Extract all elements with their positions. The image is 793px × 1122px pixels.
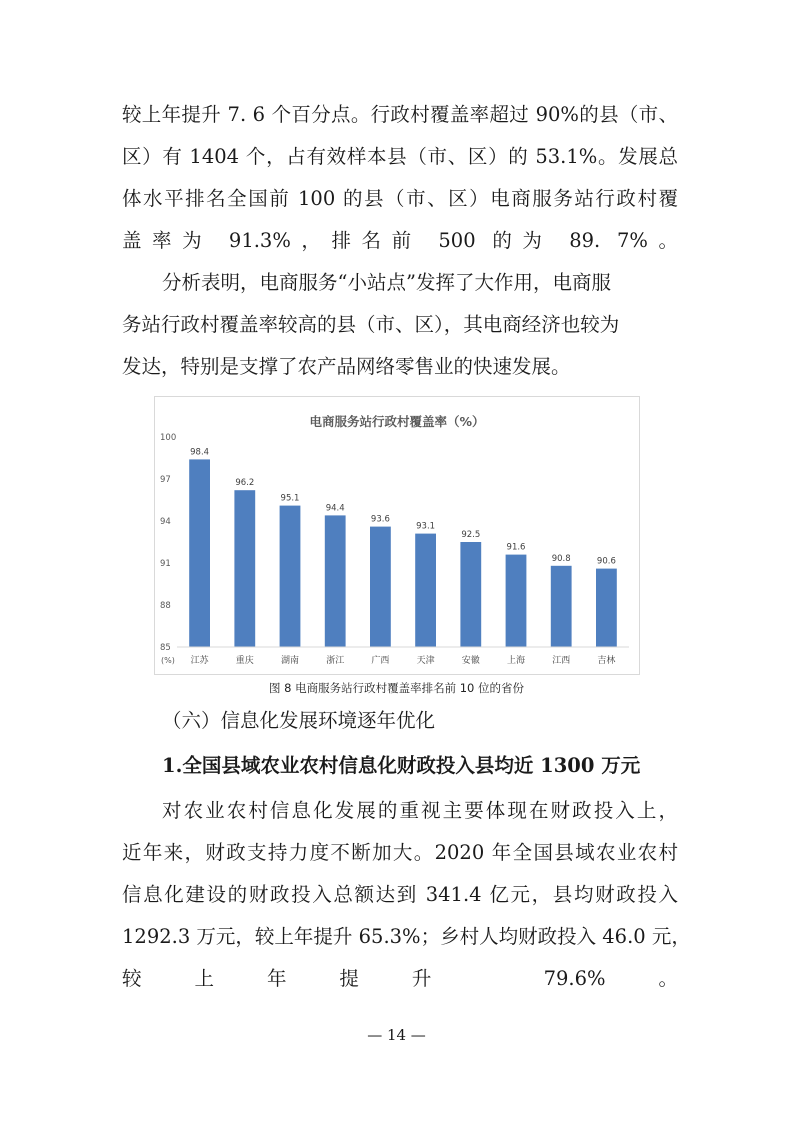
bar [280,506,301,647]
x-tick-label: 江西 [552,656,571,666]
text-line: 发达，特别是支撑了农产品网络零售业的快速发展。 [122,355,571,378]
x-tick-label: 浙江 [326,656,345,666]
figure-caption: 图 8 电商服务站行政村覆盖率排名前 10 位的省份 [268,681,525,695]
chart-title: 电商服务站行政村覆盖率（%） [309,414,485,429]
y-tick-label: 91 [160,559,171,569]
y-tick-label: 97 [160,475,171,485]
bar [415,534,436,647]
text-line: 区）有 1404 个，占有效样本县（市、区）的 53.1%。发展总 [122,145,678,168]
x-tick-label: 上海 [506,656,526,666]
text-line: 务站行政村覆盖率较高的县（市、区），其电商经济也较为 [122,313,620,336]
paragraph-1 [122,94,678,262]
bar-value-label: 93.6 [370,514,390,525]
bar-series [189,447,617,647]
bar-value-label: 95.1 [280,493,300,504]
section-heading: （六）信息化发展环境逐年优化 [162,709,436,732]
text-line: 信息化建设的财政投入总额达到 341.4 亿元，县均财政投入 [122,883,678,906]
x-axis [177,647,629,666]
sub-heading: 1.全国县域农业农村信息化财政投入县均近 1300 万元 [162,754,641,777]
bar-value-label: 90.6 [596,556,616,567]
paragraph-3 [122,790,691,1000]
text-line: 分析表明，电商服务“小站点”发挥了大作用，电商服 [162,271,611,294]
y-tick-label: 88 [160,601,171,611]
text-line: 对农业农村信息化发展的重视主要体现在财政投入上， [162,799,678,822]
x-tick-label: 重庆 [235,656,254,666]
bar-value-label: 96.2 [235,478,255,489]
text-line: 近年来，财政支持力度不断加大。2020 年全国县域农业农村 [122,841,678,864]
bar [460,542,481,647]
text-line: 较上年提升 7. 6 个百分点。行政村覆盖率超过 90%的县（市、 [122,103,678,126]
chart-container [154,396,640,675]
x-tick-label: 广西 [371,656,390,666]
bar-value-label: 90.8 [551,553,571,564]
x-tick-label: 安徽 [461,656,480,666]
y-unit-label: (%) [161,656,175,665]
bar [506,555,527,647]
page-number: — 14 — [367,1026,426,1044]
y-tick-label: 85 [160,643,171,653]
bar [234,490,255,647]
bar-value-label: 98.4 [190,447,210,458]
bar-value-label: 93.1 [416,521,436,532]
bar [596,569,617,647]
x-tick-label: 吉林 [597,656,616,666]
text-line: 较上年提升 79.6%。 [122,967,678,990]
bar-value-label: 94.4 [325,503,345,514]
bar-chart [155,397,639,674]
bar-value-label: 92.5 [461,530,481,540]
text-line: 体水平排名全国前 100 的县（市、区）电商服务站行政村覆 [122,187,678,210]
bar [189,459,210,647]
text-line: 盖率为 91.3%，排名前 500 的为 89. 7%。 [122,229,678,252]
y-axis [160,433,176,665]
paragraph-2 [122,262,678,388]
text-line: 1292.3 万元，较上年提升 65.3%；乡村人均财政投入 46.0 元， [122,925,691,948]
y-tick-label: 94 [160,517,171,527]
x-tick-label: 江苏 [190,656,209,666]
x-tick-label: 湖南 [280,656,300,666]
bar [551,566,572,647]
bar [370,527,391,647]
bar-value-label: 91.6 [506,542,526,553]
y-tick-label: 100 [160,433,177,443]
bar [325,515,346,647]
x-tick-label: 天津 [416,656,435,666]
